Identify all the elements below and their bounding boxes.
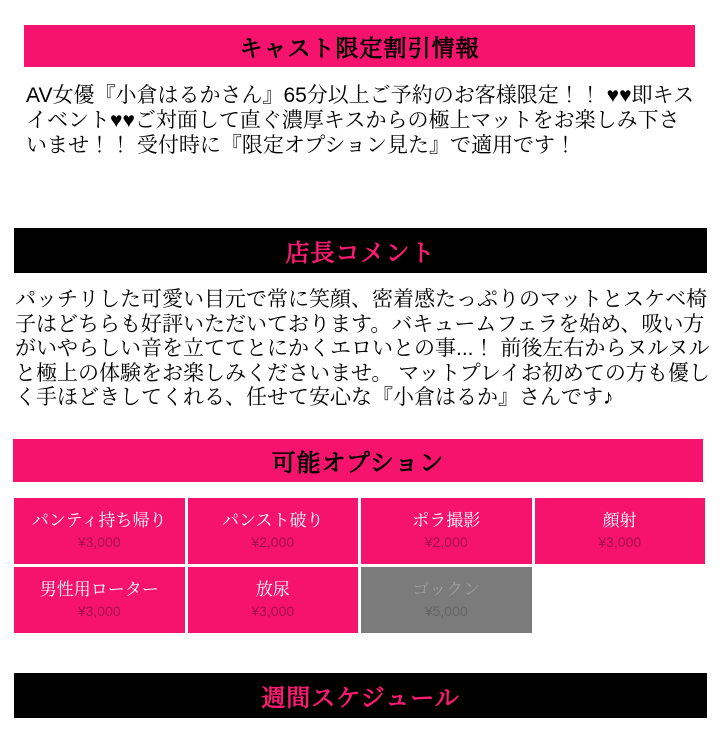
options-title: 可能オプション: [271, 449, 445, 477]
option-label: パンスト破り: [222, 511, 324, 530]
manager-comment-body: パッチリした可愛い目元で常に笑顔、密着感たっぷりのマットとスケベ椅子はどちらも好評いただいております。バキュームフェラを始め、吸い方がいやらしい音を立ててとにかくエロいとの事...！ 前後左右からヌルヌルと極上の体験をお楽しみくださいませ。 マットプレイお初めての方も優しく手ほどきしてくれる、任せて安心な『小倉はるか』さんです♪: [15, 288, 710, 409]
option-label: パンティ持ち帰り: [31, 511, 167, 530]
option-price: ¥3,000: [598, 534, 642, 550]
manager-comment-title: 店長コメント: [285, 240, 436, 267]
option-price: ¥3,000: [77, 534, 121, 550]
option-cell-1: [188, 498, 359, 564]
option-price: ¥2,000: [424, 534, 468, 550]
cast-discount-title: キャスト限定割引情報: [239, 34, 480, 61]
options-header: [13, 439, 703, 482]
option-price: ¥5,000: [424, 603, 468, 619]
option-price: ¥3,000: [251, 603, 295, 619]
manager-comment-header: [14, 228, 707, 273]
option-cell-3: [535, 498, 706, 564]
option-price: ¥3,000: [77, 603, 121, 619]
option-cell-2: [361, 498, 532, 564]
cast-discount-body: AV女優『小倉はるかさん』65分以上ご予約のお客様限定！！ ♥♥即キスイベント♥♥ご対面して直ぐ濃厚キスからの極上マットをお楽しみ下さいませ！！ 受付時に『限定オプション見た』で適用です！: [26, 84, 695, 157]
option-cell-5: [188, 567, 359, 633]
weekly-schedule-header: [14, 673, 707, 718]
option-label: 男性用ローター: [39, 580, 159, 599]
option-label: 放尿: [255, 580, 290, 599]
option-cell-0: [14, 498, 185, 564]
option-cell-6: [361, 567, 532, 633]
option-price: ¥2,000: [251, 534, 295, 550]
option-label: ポラ撮影: [412, 511, 481, 530]
option-label: 顔射: [602, 511, 637, 530]
option-cell-4: [14, 567, 185, 633]
weekly-schedule-title: 週間スケジュール: [261, 684, 460, 712]
options-grid: [14, 498, 705, 633]
option-label: ゴックン: [412, 580, 481, 599]
cast-discount-header: [24, 25, 695, 67]
